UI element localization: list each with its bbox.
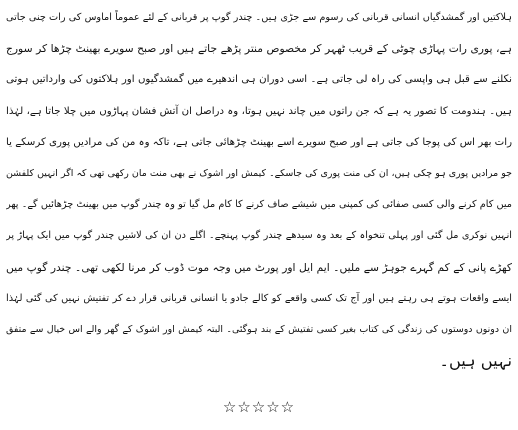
text-line-12: نہیں ہیں۔ [439, 351, 512, 371]
text-line-4: ہیں۔ ہندومت کا تصور یہ ہے کہ جن راتوں میں چاند نہیں ہوتا، وہ دراصل ان آتش فشان پہاڑوں میں چلا جاتا ہے، لہٰذا [6, 105, 512, 117]
text-line-1: ہلاکتیں اور گمشدگیاں انسانی قربانی کی رسوم سے جڑی ہیں۔ چندر گوپ پر قربانی کے لئے عموماً اماوس کی رات چنی جاتی [6, 12, 512, 23]
text-line-3: نکلنے سے قبل ہی واپسی کی راہ لی جاتی ہے۔ اسی دوران ہی اندھیرے میں گمشدگیوں اور ہلاکتوں کی وارداتیں ہوتی [6, 74, 512, 86]
text-line-8: انہیں نوکری مل گئی اور پہلی تنخواہ کے بعد وہ سیدھے چندر گوپ پہنچے۔ اگلے دن ان کی لاشیں چندر گوپ میں ایک پہاڑ پر [6, 230, 512, 242]
text-line-9: کھڑے پانی کے کم گہرے جوہڑ سے ملیں۔ ایم ایل اور پورٹ میں وجہ موت ڈوب کر مرنا لکھی تھی۔ چندر گوپ میں [6, 260, 512, 274]
text-line-7: میں کام کرنے والی کسی صفائی کی کمپنی میں شیشے صاف کرنے کا کام مل گیا تو وہ چندر گوپ میں بھینٹ چڑھائیں گے۔ پھر [6, 199, 512, 211]
article-paragraph [6, 2, 512, 376]
text-line-6: جو مرادیں پوری ہو چکی ہیں، ان کی منت پوری کی جاسکے۔ کیمش اور اشوک نے بھی منت مان رکھی تھی کہ اگر انہیں کلفشن [6, 167, 512, 179]
text-line-5: رات بھر اس کی پوجا کی جاتی ہے اور صبح سویرے اسے بھینٹ چڑھائی جاتی ہے، تاکہ وہ من کی مرادیں پوری کرسکے یا [6, 136, 512, 148]
text-line-10: ایسے واقعات ہوتے ہی رہتے ہیں اور آج تک کسی واقعے کو کالے جادو یا انسانی قربانی قرار دے کر تفتیش نہیں کی گئی لہٰذا [6, 292, 512, 304]
section-separator-stars: ☆☆☆☆☆ [222, 398, 296, 416]
text-line-11: ان دونوں دوستوں کی زندگی کی کتاب بغیر کسی تفتیش کے بند ہوگئی۔ البتہ کیمش اور اشوک کے گھر والے اس خیال سے متفق [6, 323, 512, 335]
text-line-2: ہے، پوری رات پہاڑی چوٹی کے قریب ٹھہر کر مخصوص منتر پڑھے جاتے ہیں اور صبح سویرے بھینٹ چڑھا کر سورج [6, 42, 512, 56]
